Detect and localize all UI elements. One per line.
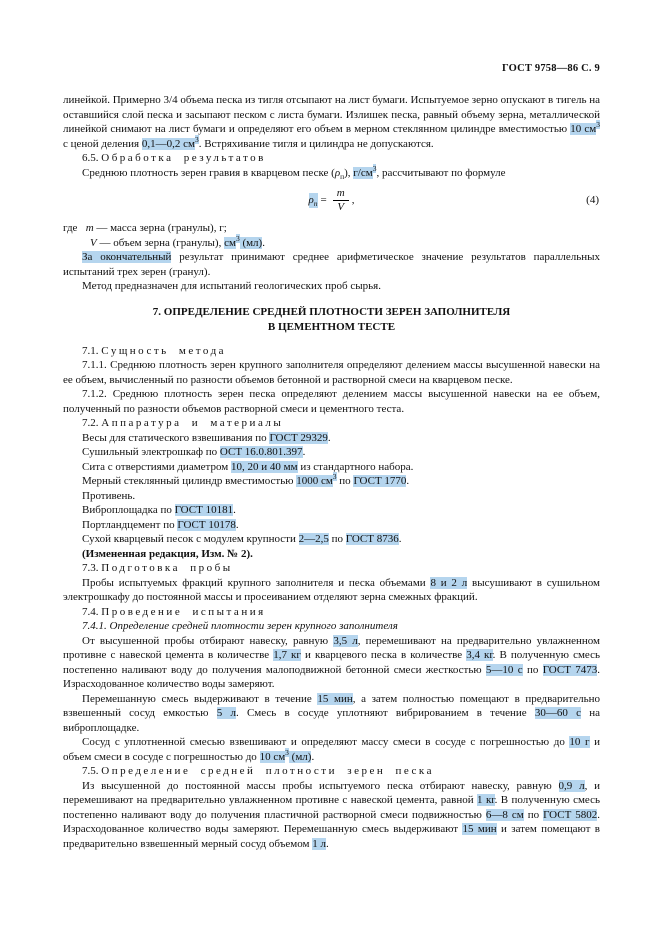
text-run: . bbox=[262, 236, 265, 249]
fraction bbox=[333, 187, 349, 214]
text-run: Сушильный электрошкаф по bbox=[82, 446, 220, 458]
text-run: 7.2. bbox=[82, 417, 102, 429]
text-run: Метод предназначен для испытаний геологических проб сырья. bbox=[82, 280, 381, 292]
text-run: ρ bbox=[334, 166, 341, 179]
apparatus-item-vibroplatform bbox=[63, 503, 600, 518]
highlighted-text: 15 мин bbox=[317, 692, 353, 705]
highlighted-text: ГОСТ 5802 bbox=[543, 808, 598, 821]
text-run: Определение средней плотности зерен песка bbox=[101, 765, 434, 777]
highlighted-text: 3 bbox=[285, 747, 289, 757]
highlighted-text: 5 л bbox=[216, 707, 236, 719]
highlighted-text: ГОСТ 8736 bbox=[345, 533, 399, 545]
text-run: Сосуд с уплотненной смесью взвешивают и определяют массу смеси в сосуде с погрешностью до bbox=[82, 736, 570, 748]
text-run: (Измененная редакция, Изм. № 2). bbox=[82, 547, 253, 560]
highlighted-text: 1000 см bbox=[296, 475, 333, 487]
highlighted-text: 1,7 кг bbox=[273, 649, 301, 661]
heading-7-4-1 bbox=[63, 619, 600, 634]
apparatus-item-sand bbox=[63, 532, 600, 547]
highlighted-text: 3 bbox=[596, 120, 600, 130]
text-run: на виброплощадке. bbox=[63, 707, 600, 734]
text-run: результат принимают среднее арифметическое значение результатов параллельных испытаний трех зерен (гранул). bbox=[63, 251, 601, 278]
highlighted-text: г/см bbox=[353, 166, 373, 179]
apparatus-item-scales bbox=[63, 431, 600, 446]
highlighted-text: ГОСТ 1770 bbox=[353, 475, 407, 487]
text-run: Определение средней плотности зерен крупного заполнителя bbox=[109, 620, 398, 632]
text-run: и кварцевого песка в количестве bbox=[300, 649, 467, 661]
text-run: по bbox=[522, 663, 543, 676]
text-run: 6.5. bbox=[82, 152, 102, 164]
text-run: . Израсходованное количество воды замеряют. Перемешанную смесь выдерживают bbox=[63, 808, 601, 835]
highlighted-text: 1 л bbox=[312, 837, 326, 850]
highlighted-text: см bbox=[224, 236, 236, 249]
text-run: Среднюю плотность зерен гравия в кварцевом песке ( bbox=[82, 166, 335, 179]
heading-7-2 bbox=[63, 416, 600, 431]
text-run: по bbox=[328, 533, 346, 545]
para-7-4-1-c bbox=[63, 735, 600, 764]
text-run: . Израсходованное количество воды замеряют. bbox=[63, 663, 600, 690]
highlighted-text: 0,1—0,2 см bbox=[141, 137, 195, 150]
apparatus-item-cylinder bbox=[63, 474, 600, 489]
text-run: 7.1.1. Среднюю плотность зерен крупного заполнителя определяют делением массы высушенной навески на ее объем, вычисленный по разности объемов бетонной и растворной смеси на кварцевом песке. bbox=[63, 359, 600, 386]
heading-7-1 bbox=[63, 344, 600, 359]
text-run: Подготовка пробы bbox=[101, 562, 233, 574]
text-run: От высушенной пробы отбирают навеску, равную bbox=[82, 634, 334, 647]
highlighted-text: 15 мин bbox=[462, 823, 497, 835]
highlighted-text: ГОСТ 10178 bbox=[177, 518, 236, 531]
text-run: п bbox=[340, 171, 345, 181]
fraction-denominator: V bbox=[337, 201, 345, 213]
apparatus-item-oven bbox=[63, 445, 600, 460]
apparatus-item-tray bbox=[63, 489, 600, 504]
text-run: . bbox=[326, 837, 329, 850]
text-run: линейкой. Примерно 3/4 объема песка из тигля отсыпают на лист бумаги. Испытуемое зерно опускают в тигель на оставшийся слой песка и засыпают песком с листа бумаги. Излишек песка, равный объему зерна, металлической линейкой снимают на лист бумаги и определяют его объем в мерном стеклянном цилиндре вместимостью bbox=[63, 94, 600, 135]
text-run: — масса зерна (гранулы), г; bbox=[93, 222, 227, 234]
text-run: , и перемешивают на предварительно увлажненном противне с навеской цемента, равной bbox=[63, 779, 600, 806]
highlighted-text: 5—10 с bbox=[485, 663, 523, 676]
highlighted-text: 3 bbox=[194, 134, 199, 144]
formula-4 bbox=[63, 187, 600, 214]
highlighted-text: 10 см bbox=[570, 123, 597, 135]
highlighted-text: За окончательный bbox=[82, 251, 172, 263]
text-run: Сухой кварцевый песок с модулем крупности bbox=[82, 533, 299, 545]
text-run: Мерный стеклянный цилиндр вместимостью bbox=[82, 475, 297, 487]
title-line: В ЦЕМЕНТНОМ ТЕСТЕ bbox=[267, 320, 396, 333]
highlighted-text: 1 кг bbox=[477, 794, 495, 806]
highlighted-text: 30—60 с bbox=[534, 707, 581, 719]
highlighted-text: 0,9 л bbox=[558, 779, 585, 792]
formula-density-subscript: п bbox=[313, 199, 318, 209]
para-7-4-1-a bbox=[63, 634, 600, 692]
para-7-4-1-b bbox=[63, 692, 600, 736]
document-body bbox=[63, 93, 600, 851]
para-method-purpose bbox=[63, 279, 600, 294]
highlighted-text: 3 bbox=[235, 233, 240, 243]
para-formula-intro bbox=[63, 163, 600, 181]
text-run: 7.1.2. Среднюю плотность зерен песка определяют делением массы высушенной навески на ее объем, полученный по разности объемов растворной смеси и цементного теста. bbox=[63, 388, 600, 415]
text-run: . bbox=[311, 750, 315, 763]
text-run: 7.1. bbox=[82, 344, 102, 357]
text-run: и объем смеси в сосуде с погрешностью до bbox=[63, 736, 601, 763]
where-clause-1 bbox=[63, 221, 600, 236]
para-7-1-1 bbox=[63, 358, 600, 387]
text-run: m bbox=[85, 222, 94, 234]
text-run: по bbox=[523, 808, 544, 821]
highlighted-text: 10 г bbox=[569, 736, 590, 748]
text-run: , перемешивают на предварительно увлажненном противне с навеской цемента в количестве bbox=[63, 634, 600, 661]
text-run: Сущность метода bbox=[101, 344, 227, 357]
apparatus-item-sieves bbox=[63, 460, 600, 475]
text-run: Портландцемент по bbox=[82, 518, 178, 531]
highlighted-text: 3 bbox=[332, 472, 337, 482]
heading-7-3 bbox=[63, 561, 600, 576]
apparatus-item-cement bbox=[63, 518, 600, 533]
text-run: 7.5. bbox=[82, 765, 102, 777]
text-run: Пробы испытуемых фракций крупного заполнителя и песка объемами bbox=[82, 576, 431, 589]
text-run: V bbox=[90, 236, 97, 249]
highlighted-text: 3,4 кг bbox=[466, 649, 493, 661]
highlighted-text: ГОСТ 10181 bbox=[174, 504, 234, 516]
text-run: . bbox=[398, 533, 402, 545]
text-run: Противень. bbox=[82, 489, 136, 502]
highlighted-text: 6—8 см bbox=[485, 808, 524, 821]
equals-sign: = bbox=[320, 194, 327, 207]
text-run: . bbox=[233, 504, 236, 516]
text-run: . Встряхивание тигля и цилиндра не допускаются. bbox=[198, 137, 434, 150]
text-run: Аппаратура и материалы bbox=[101, 417, 284, 429]
highlighted-text: (мл) bbox=[288, 750, 312, 763]
heading-6-5 bbox=[63, 151, 600, 166]
text-run: . bbox=[302, 446, 306, 458]
para-7-3 bbox=[63, 576, 600, 605]
highlighted-text: 2—2,5 bbox=[298, 533, 329, 545]
text-run: Весы для статического взвешивания по bbox=[82, 431, 270, 444]
highlighted-text: 3 bbox=[372, 163, 377, 173]
text-run: . bbox=[235, 518, 239, 531]
highlighted-text: 10, 20 и 40 мм bbox=[231, 460, 298, 473]
page-header: ГОСТ 9758—86 С. 9 bbox=[501, 63, 600, 74]
para-amended-note bbox=[63, 547, 600, 562]
highlighted-text: 8 и 2 л bbox=[430, 576, 468, 589]
highlighted-text: ОСТ 16.0.801.397 bbox=[219, 446, 303, 458]
title-line: 7. ОПРЕДЕЛЕНИЕ СРЕДНЕЙ ПЛОТНОСТИ ЗЕРЕН ЗАПОЛНИТЕЛЯ bbox=[152, 305, 511, 318]
para-final-result bbox=[63, 250, 600, 279]
highlighted-text: 10 см bbox=[259, 750, 286, 763]
text-run: . bbox=[406, 475, 410, 487]
highlighted-text: 3,5 л bbox=[333, 634, 358, 647]
heading-7-5 bbox=[63, 764, 600, 779]
text-run: , а затем полностью помещают в предварительно взвешенный сосуд емкостью bbox=[63, 692, 600, 719]
highlighted-text: ГОСТ 7473 bbox=[542, 663, 598, 676]
para-7-5 bbox=[63, 779, 600, 852]
text-run: . В полученную смесь постепенно наливают воду до получения пластичной растворной смеси подвижностью bbox=[63, 794, 600, 821]
text-run: высушивают в сушильном электрошкафу до постоянной массы и просеиванием отделяют зерна смежных фракций. bbox=[63, 576, 601, 603]
text-run: Обработка результатов bbox=[101, 152, 266, 164]
text-run: , рассчитывают по формуле bbox=[376, 166, 506, 179]
text-run: из стандартного набора. bbox=[297, 460, 414, 473]
text-run: 7.3. bbox=[82, 562, 102, 574]
text-run: и затем помещают в предварительно взвешенный мерный сосуд объемом bbox=[63, 823, 600, 850]
heading-7-4 bbox=[63, 605, 600, 620]
highlighted-text: (мл) bbox=[239, 236, 263, 249]
highlighted-text: ГОСТ 29329 bbox=[269, 431, 328, 444]
text-run: Из высушенной до постоянной массы пробы испытуемого песка отбирают навеску, равную bbox=[82, 779, 559, 792]
text-run: . Смесь в сосуде уплотняют вибрированием в течение bbox=[235, 707, 535, 719]
text-run: . bbox=[327, 431, 331, 444]
text-run: Проведение испытания bbox=[101, 605, 266, 618]
text-run: Виброплощадка по bbox=[82, 504, 175, 516]
formula-tail: , bbox=[351, 194, 355, 207]
text-run: с ценой деления bbox=[63, 137, 142, 150]
text-run: ), bbox=[344, 166, 354, 179]
text-run: — объем зерна (гранулы), bbox=[96, 236, 225, 249]
para-continuation bbox=[63, 93, 600, 151]
text-run: 7.4.1. bbox=[82, 620, 110, 632]
text-run: 7.4. bbox=[82, 605, 102, 618]
formula-number: (4) bbox=[586, 194, 599, 207]
section-7-title bbox=[63, 305, 600, 335]
text-run: по bbox=[336, 475, 354, 487]
text-run: где bbox=[63, 222, 86, 234]
text-run: Перемешанную смесь выдерживают в течение bbox=[82, 692, 318, 705]
para-7-1-2 bbox=[63, 387, 600, 416]
where-clause-2 bbox=[63, 233, 600, 251]
text-run: Сита с отверстиями диаметром bbox=[82, 460, 231, 473]
fraction-numerator: m bbox=[333, 187, 349, 201]
text-run: . В полученную смесь постепенно наливают воду до получения малоподвижной бетонной смеси жесткостью bbox=[63, 649, 600, 676]
formula-density-symbol: $\rho_п$ bbox=[308, 194, 318, 209]
